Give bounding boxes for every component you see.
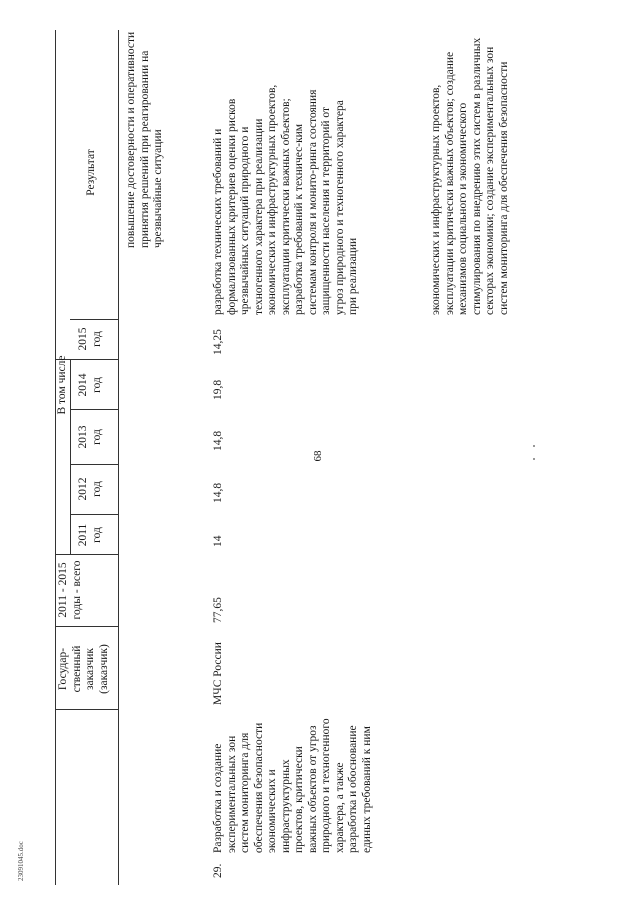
col-divider-5 <box>70 464 118 465</box>
col-divider-8 <box>70 319 118 320</box>
header-result: Результат <box>85 149 97 196</box>
header-2013: 2013 год <box>77 425 103 449</box>
scan-speck <box>533 445 535 447</box>
header-including: В том числе <box>56 355 68 415</box>
footer-doc-code: 23091045.doc <box>17 841 25 881</box>
subheader-rule <box>70 360 71 555</box>
scan-speck <box>533 458 535 460</box>
header-2014: 2014 год <box>77 373 103 397</box>
table-top-rule <box>55 30 56 885</box>
row-2011: 14 <box>212 535 224 547</box>
col-divider-6 <box>70 409 118 410</box>
row-customer: МЧС России <box>212 642 224 705</box>
col-divider-2 <box>55 626 118 627</box>
row-result-part2: экономических и инфраструктурных проектов, эксплуатации критически важных объектов; создание механизмов социального и экономического стимулирования по внедрению этих систем в различных секторах экономики; создание экспериментальных зон систем мониторинга для обеспечения безопасности <box>430 37 510 315</box>
header-2015: 2015 год <box>77 327 103 351</box>
row-2012: 14,8 <box>212 482 224 503</box>
row-number: 29. <box>212 863 224 878</box>
rotated-table <box>55 20 575 885</box>
header-bottom-rule <box>118 30 119 885</box>
header-2011: 2011 год <box>77 523 103 547</box>
row-name: Разработка и создание экспериментальных зон систем мониторинга для обеспечения безопасности экономических и инфраструктурных проектов, критически важных объектов от угроз природного и техногенного характера, а также разработка и обоснование единых требований к ним <box>212 718 373 853</box>
row-total: 77,65 <box>212 597 224 623</box>
col-divider-4 <box>70 514 118 515</box>
carry-over-result: повышение достоверности и оперативности принятия решений при реагировании на чрезвычайные ситуации <box>125 31 164 248</box>
page-number: 68 <box>312 450 324 462</box>
row-2014: 19,8 <box>212 379 224 400</box>
row-2013: 14,8 <box>212 430 224 451</box>
header-customer: Государ-ственный заказчик (заказчик) <box>57 644 110 694</box>
col-divider-3 <box>55 554 118 555</box>
header-total: 2011 - 2015 годы - всего <box>57 560 83 620</box>
row-result-part1: разработка технических требований и формализованных критериев оценки рисков чрезвычайных ситуаций природного и техногенного характера при реализации экономических и инфраструктурных проектов, эксплуатации критически важных объектов; разработка требований к техничес-ким системам контроля и монито-ринга состояния защищенности населения и территорий от угроз природного и техногенного характера при реализации <box>212 84 359 315</box>
header-2012: 2012 год <box>77 477 103 501</box>
row-2015: 14,25 <box>212 329 224 355</box>
col-divider-1 <box>55 709 118 710</box>
